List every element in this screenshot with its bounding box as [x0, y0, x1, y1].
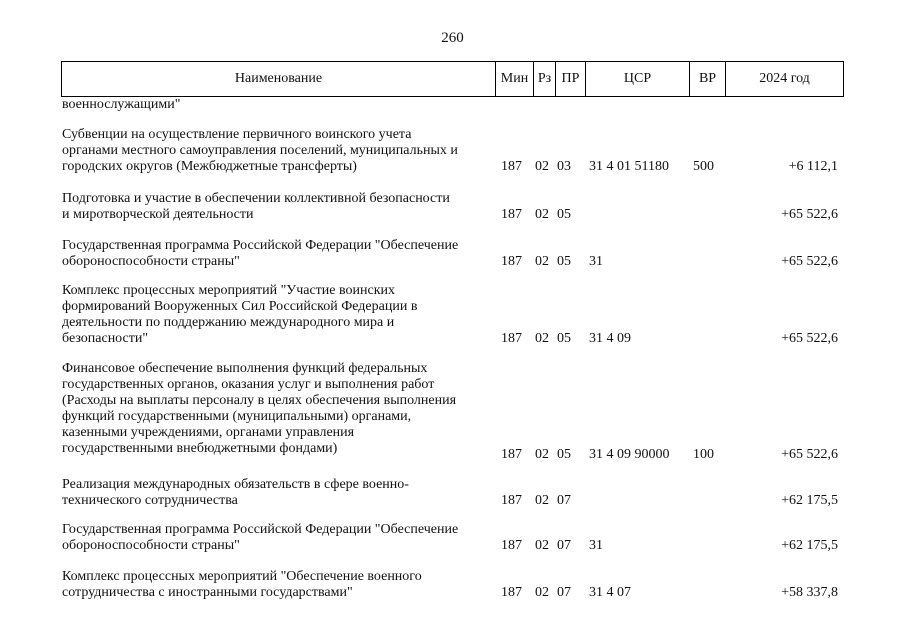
- row-sum: +62 175,5: [781, 538, 838, 553]
- header-csr: ЦСР: [586, 62, 690, 97]
- header-rz: Рз: [534, 62, 556, 97]
- row-rz: 02: [535, 447, 549, 462]
- row-min: 187: [501, 159, 522, 174]
- row-name: Подготовка и участие в обеспечении коллективной безопасности и миротворческой деятельности: [62, 191, 450, 222]
- row-name: Комплекс процессных мероприятий "Обеспечение военного сотрудничества с иностранными государствами": [62, 569, 422, 600]
- row-csr: 31 4 09: [589, 331, 631, 346]
- row-name: Реализация международных обязательств в сфере военно- технического сотрудничества: [62, 477, 409, 508]
- row-min: 187: [501, 585, 522, 600]
- row-pr: 05: [557, 207, 571, 222]
- row-min: 187: [501, 493, 522, 508]
- row-sum: +65 522,6: [781, 447, 838, 462]
- row-rz: 02: [535, 254, 549, 269]
- row-sum: +65 522,6: [781, 207, 838, 222]
- header-min: Мин: [496, 62, 534, 97]
- row-rz: 02: [535, 159, 549, 174]
- header-pr: ПР: [556, 62, 586, 97]
- row-rz: 02: [535, 585, 549, 600]
- row-sum: +6 112,1: [788, 159, 838, 174]
- row-name: Государственная программа Российской Федерации "Обеспечение обороноспособности страны": [62, 522, 459, 553]
- row-csr: 31 4 09 90000: [589, 447, 670, 462]
- row-min: 187: [501, 538, 522, 553]
- header-name: Наименование: [62, 62, 496, 97]
- row-name: Субвенции на осуществление первичного воинского учета органами местного самоуправления поселений, муниципальных и городских округов (Межбюджетные трансферты): [62, 127, 458, 174]
- row-pr: 07: [557, 538, 571, 553]
- row-rz: 02: [535, 538, 549, 553]
- row-csr: 31 4 07: [589, 585, 631, 600]
- row-rz: 02: [535, 493, 549, 508]
- row-rz: 02: [535, 331, 549, 346]
- row-csr: 31: [589, 538, 603, 553]
- header-vr: ВР: [690, 62, 726, 97]
- row-name: Комплекс процессных мероприятий "Участие воинских формирований Вооруженных Сил Российской Федерации в деятельности по поддержанию международного мира и безопасности": [62, 283, 418, 346]
- row-min: 187: [501, 331, 522, 346]
- row-pr: 05: [557, 254, 571, 269]
- row-pr: 03: [557, 159, 571, 174]
- row-name: Государственная программа Российской Федерации "Обеспечение обороноспособности страны": [62, 238, 459, 269]
- row-vr: 100: [693, 447, 714, 462]
- row-pr: 05: [557, 447, 571, 462]
- row-sum: +65 522,6: [781, 254, 838, 269]
- table-header: [61, 61, 844, 97]
- row-name: военнослужащими": [62, 97, 181, 112]
- row-pr: 05: [557, 331, 571, 346]
- row-sum: +62 175,5: [781, 493, 838, 508]
- row-min: 187: [501, 254, 522, 269]
- row-pr: 07: [557, 585, 571, 600]
- row-min: 187: [501, 447, 522, 462]
- row-name: Финансовое обеспечение выполнения функций федеральных государственных органов, оказания услуг и выполнения работ (Расходы на выплаты персоналу в целях обеспечения выполнения функций государственными (муниципальными) органами, казенными учреждениями, органами управления государственными внебюджетными фондами): [62, 361, 457, 456]
- row-pr: 07: [557, 493, 571, 508]
- row-min: 187: [501, 207, 522, 222]
- row-rz: 02: [535, 207, 549, 222]
- row-sum: +58 337,8: [781, 585, 838, 600]
- row-csr: 31 4 01 51180: [589, 159, 669, 174]
- row-sum: +65 522,6: [781, 331, 838, 346]
- page-number: 260: [441, 30, 464, 46]
- row-csr: 31: [589, 254, 603, 269]
- row-vr: 500: [693, 159, 714, 174]
- header-year: 2024 год: [726, 62, 844, 97]
